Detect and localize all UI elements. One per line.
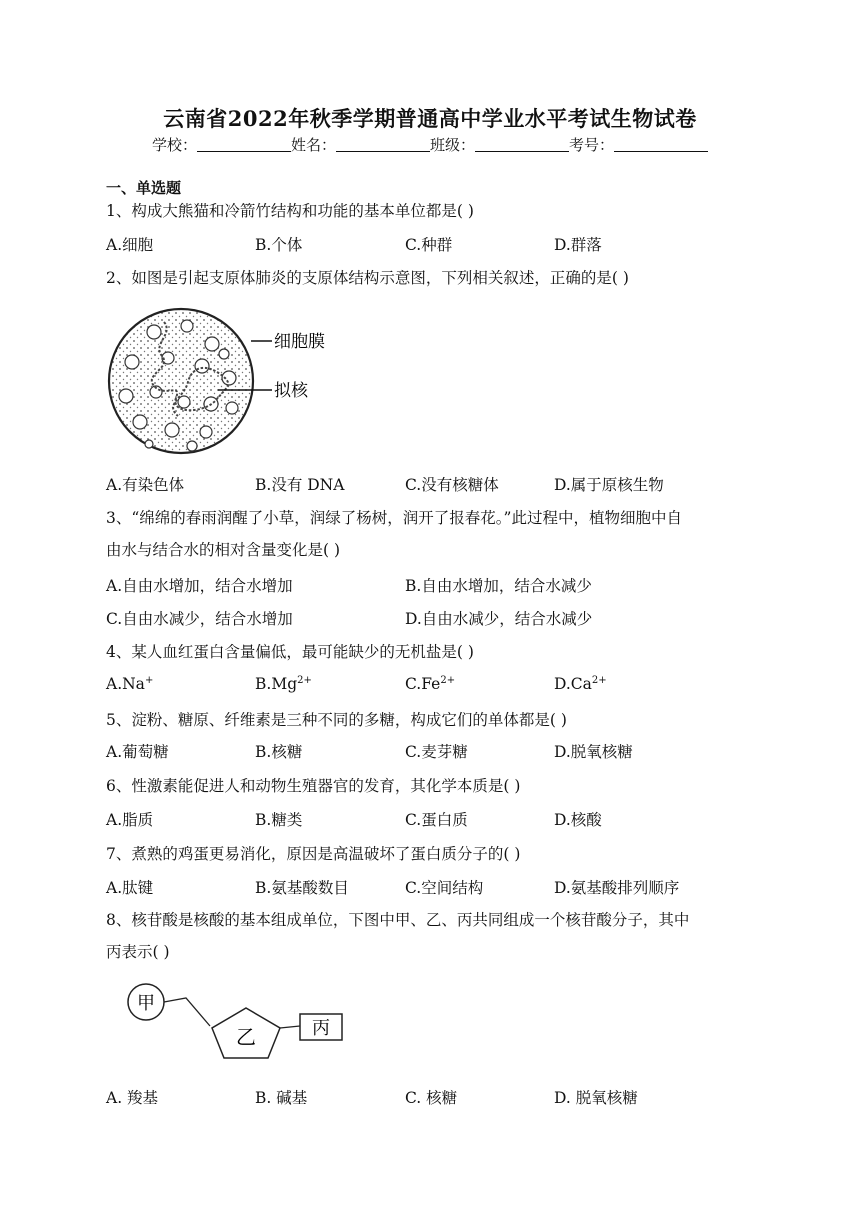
q8-option-a[interactable]: A. 羧基 [106, 1089, 159, 1107]
name-label: 姓名： [290, 136, 336, 154]
section-heading: 一、单选题 [106, 179, 182, 197]
phosphate-label: 甲 [137, 993, 155, 1014]
question-8-line1: 8、核苷酸是核酸的基本组成单位，下图中甲、乙、丙共同组成一个核苷酸分子，其中 [106, 911, 690, 929]
q4-option-d[interactable]: $D.Ca^{2+}$ [554, 675, 607, 693]
q6-option-c[interactable]: C.蛋白质 [405, 811, 468, 829]
question-1: 1、构成大熊猫和冷箭竹结构和功能的基本单位都是( ) [106, 202, 474, 220]
question-2: 2、如图是引起支原体肺炎的支原体结构示意图，下列相关叙述，正确的是( ) [106, 269, 629, 287]
question-4: 4、某人血红蛋白含量偏低，最可能缺少的无机盐是( ) [106, 643, 474, 661]
q3-option-b[interactable]: B.自由水增加，结合水减少 [405, 577, 592, 595]
q5-option-c[interactable]: C.麦芽糖 [405, 743, 468, 761]
q3-option-d[interactable]: D.自由水减少，结合水减少 [405, 610, 593, 628]
q4-option-b[interactable]: $B.Mg^{2+}$ [255, 675, 312, 693]
q3-option-c[interactable]: C.自由水减少，结合水增加 [106, 610, 293, 628]
q7-option-a[interactable]: A.肽键 [106, 879, 154, 897]
nucleotide-figure [118, 980, 368, 1066]
question-3-line2: 由水与结合水的相对含量变化是( ) [106, 541, 341, 559]
question-8-line2: 丙表示( ) [106, 943, 170, 961]
membrane-label: 细胞膜 [274, 332, 325, 352]
q2-option-b[interactable]: B.没有 DNA [255, 476, 345, 494]
student-info-line [0, 134, 860, 155]
q6-option-a[interactable]: A.脂质 [106, 811, 154, 829]
q5-option-b[interactable]: B.核糖 [255, 743, 303, 761]
q5-option-d[interactable]: D.脱氧核糖 [554, 743, 633, 761]
base-label: 丙 [312, 1018, 330, 1039]
q1-option-d[interactable]: D.群落 [554, 236, 602, 254]
q1-option-c[interactable]: C.种群 [405, 236, 453, 254]
q8-option-d[interactable]: D. 脱氧核糖 [554, 1089, 638, 1107]
question-6: 6、性激素能促进人和动物生殖器官的发育，其化学本质是( ) [106, 777, 521, 795]
q4-option-a[interactable]: A.Na+ [106, 675, 154, 693]
q7-option-d[interactable]: D.氨基酸排列顺序 [554, 879, 680, 897]
q6-option-b[interactable]: B.糖类 [255, 811, 303, 829]
exam-title: 云南省2022年秋季学期普通高中学业水平考试生物试卷 [163, 106, 697, 131]
class-blank[interactable] [475, 137, 569, 152]
class-label: 班级： [430, 136, 476, 154]
q2-option-a[interactable]: A.有染色体 [106, 476, 185, 494]
question-3-line1: 3、“绵绵的春雨润醒了小草，润绿了杨树，润开了报春花。”此过程中，植物细胞中自 [106, 509, 682, 527]
nucleoid-label: 拟核 [274, 381, 308, 401]
q5-option-a[interactable]: A.葡萄糖 [106, 743, 169, 761]
school-blank[interactable] [197, 137, 291, 152]
name-blank[interactable] [336, 137, 430, 152]
q6-option-d[interactable]: D.核酸 [554, 811, 602, 829]
question-7: 7、煮熟的鸡蛋更易消化，原因是高温破坏了蛋白质分子的( ) [106, 845, 521, 863]
number-label: 考号： [569, 136, 615, 154]
q1-option-b[interactable]: B.个体 [255, 236, 303, 254]
number-blank[interactable] [614, 137, 708, 152]
q7-option-b[interactable]: B.氨基酸数目 [255, 879, 349, 897]
q4-option-c[interactable]: $C.Fe^{2+}$ [405, 675, 456, 693]
mycoplasma-figure [104, 304, 344, 464]
q3-option-a[interactable]: A.自由水增加，结合水增加 [106, 577, 293, 595]
q2-option-d[interactable]: D.属于原核生物 [554, 476, 664, 494]
q7-option-c[interactable]: C.空间结构 [405, 879, 484, 897]
q8-option-b[interactable]: B. 碱基 [255, 1089, 308, 1107]
school-label: 学校： [151, 136, 197, 154]
q8-option-c[interactable]: C. 核糖 [405, 1089, 458, 1107]
question-5: 5、淀粉、糖原、纤维素是三种不同的多糖，构成它们的单体都是( ) [106, 711, 567, 729]
q1-option-a[interactable]: A.细胞 [106, 236, 154, 254]
sugar-label: 乙 [236, 1025, 256, 1049]
q2-option-c[interactable]: C.没有核糖体 [405, 476, 499, 494]
